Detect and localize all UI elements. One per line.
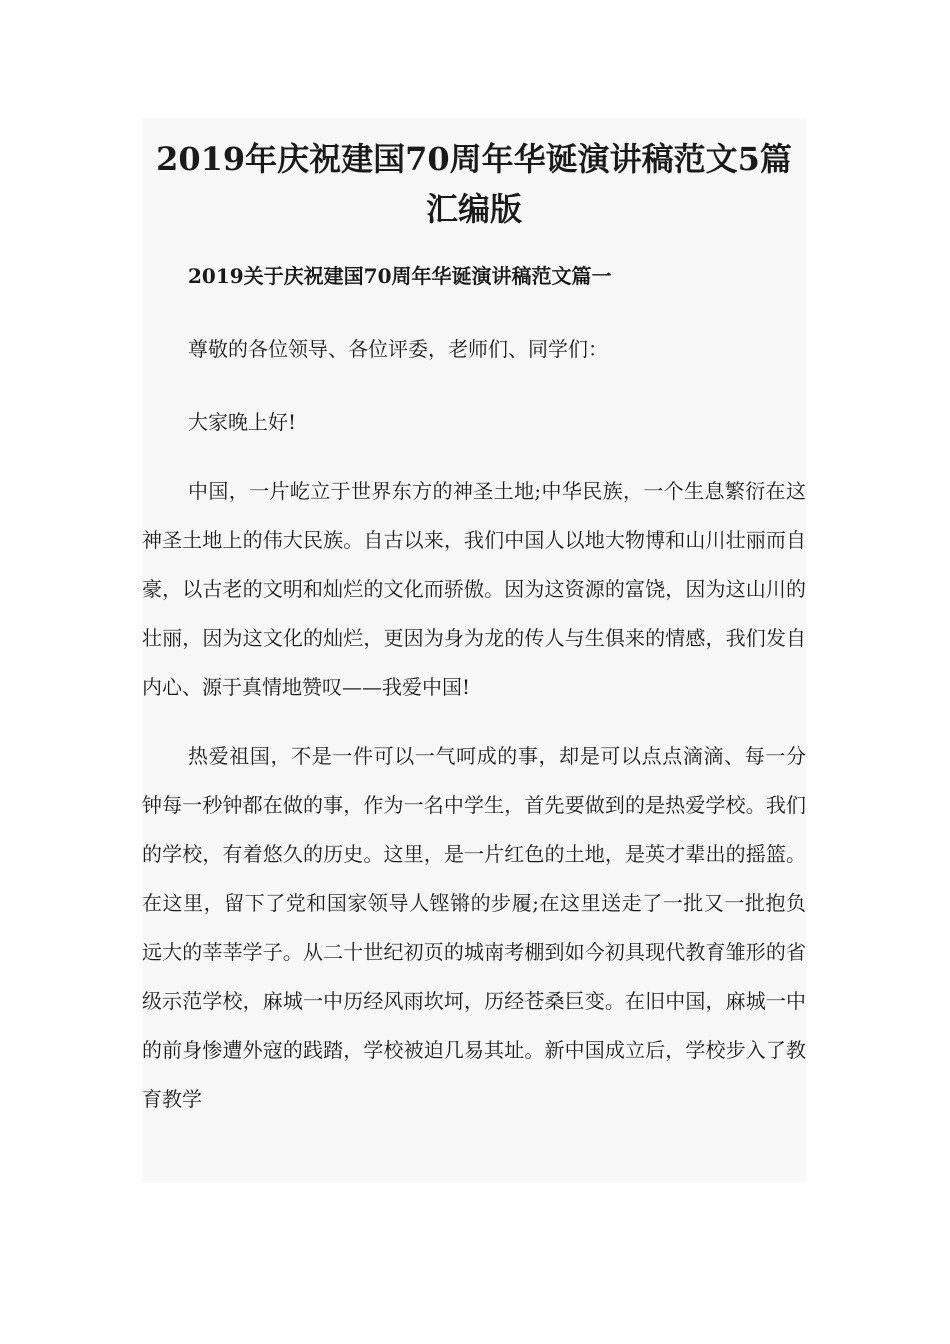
document-page <box>142 118 806 1182</box>
greeting-paragraph: 大家晚上好! <box>188 410 297 434</box>
salutation-paragraph: 尊敬的各位领导、各位评委，老师们、同学们： <box>188 337 608 361</box>
body-paragraph: 热爱祖国，不是一件可以一气呵成的事，却是可以点点滴滴、每一分钟每一秒钟都在做的事，作为一名中学生，首先要做到的是热爱学校。我们的学校，有着悠久的历史。这里，是一片红色的土地，是英才辈出的摇篮。在这里，留下了党和国家领导人铿锵的步履;在这里送走了一批又一批抱负远大的莘莘学子。从二十世纪初页的城南考棚到如今初具现代教育雏形的省级示范学校，麻城一中历经风雨坎坷，历经苍桑巨变。在旧中国，麻城一中的前身惨遭外寇的践踏，学校被迫几易其址。新中国成立后，学校步入了教育教学 <box>142 744 806 1111</box>
section-heading: 2019关于庆祝建国70周年华诞演讲稿范文篇一 <box>188 264 612 288</box>
document-title: 2019年庆祝建国70周年华诞演讲稿范文5篇汇编版 <box>156 140 792 228</box>
body-paragraph: 中国，一片屹立于世界东方的神圣土地;中华民族，一个生息繁衍在这神圣土地上的伟大民族。自古以来，我们中国人以地大物博和山川壮丽而自豪，以古老的文明和灿烂的文化而骄傲。因为这资源的富饶，因为这山川的壮丽，因为这文化的灿烂，更因为身为龙的传人与生俱来的情感，我们发自内心、源于真情地赞叹——我爱中国! <box>142 479 806 699</box>
